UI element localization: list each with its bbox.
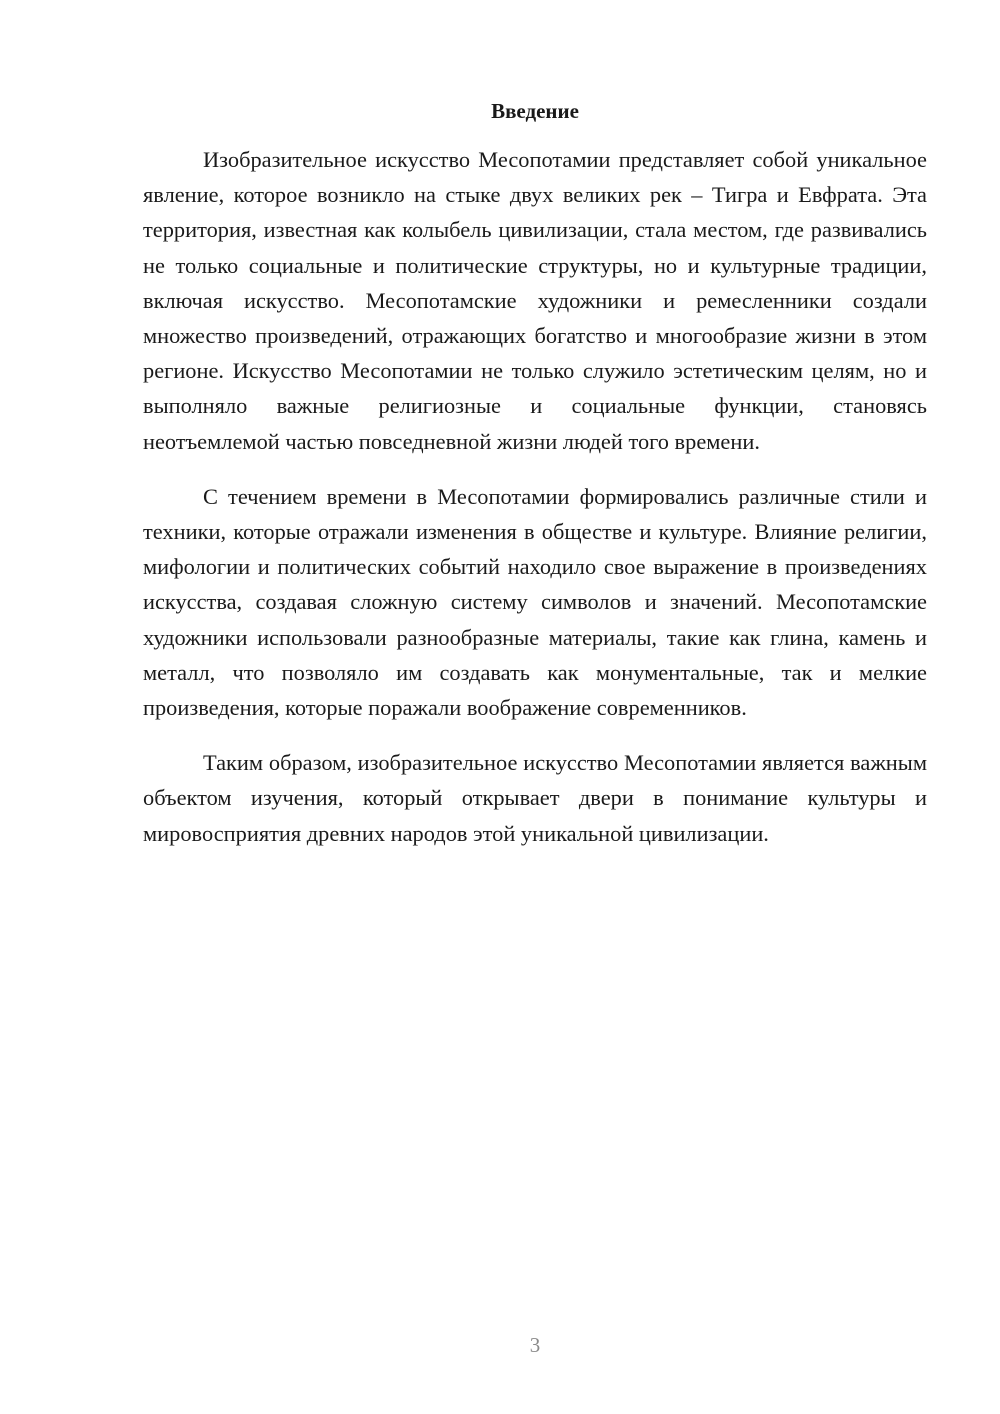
document-body — [143, 142, 927, 871]
section-heading: Введение — [491, 99, 579, 123]
paragraph-2: С течением времени в Месопотамии формировались различные стили и техники, которые отражали изменения в обществе и культуре. Влияние религии, мифологии и политических событий находило свое выражение в произведениях искусства, создавая сложную систему символов и значений. Месопотамские художники использовали разнообразные материалы, такие как глина, камень и металл, что позволяло им создавать как монументальные, так и мелкие произведения, которые поражали воображение современников. — [143, 483, 927, 721]
page-number: 3 — [529, 1333, 541, 1357]
paragraph-1: Изобразительное искусство Месопотамии представляет собой уникальное явление, которое возникло на стыке двух великих рек – Тигра и Евфрата. Эта территория, известная как колыбель цивилизации, стала местом, где развивались не только социальные и политические структуры, но и культурные традиции, включая искусство. Месопотамские художники и ремесленники создали множество произведений, отражающих богатство и многообразие жизни в этом регионе. Искусство Месопотамии не только служило эстетическим целям, но и выполняло важные религиозные и социальные функции, становясь неотъемлемой частью повседневной жизни людей того времени. — [143, 147, 927, 454]
paragraph-3: Таким образом, изобразительное искусство Месопотамии является важным объектом изучения, который открывает двери в понимание культуры и мировосприятия древних народов этой уникальной цивилизации. — [143, 750, 927, 846]
